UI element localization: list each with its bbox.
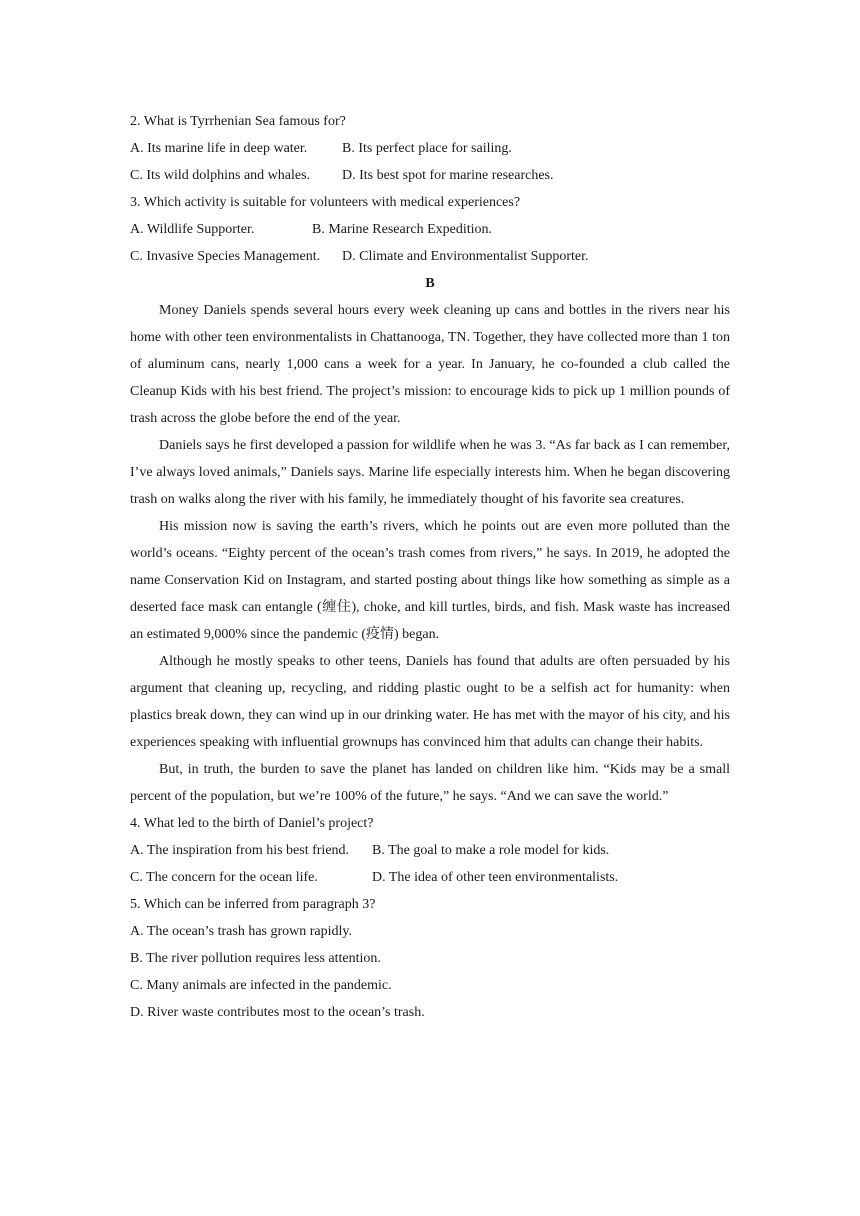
question-4-options-row-2 xyxy=(130,864,730,891)
question-3-option-a: A. Wildlife Supporter. xyxy=(130,222,255,237)
question-2-options-row-2 xyxy=(130,162,730,189)
question-5-option-c: C. Many animals are infected in the pandemic. xyxy=(130,978,392,993)
question-4-option-c: C. The concern for the ocean life. xyxy=(130,870,318,885)
question-3-option-c: C. Invasive Species Management. xyxy=(130,249,321,264)
question-2-option-d: D. Its best spot for marine researches. xyxy=(342,168,554,183)
question-5-option-d: D. River waste contributes most to the ocean’s trash. xyxy=(130,1005,425,1020)
question-2-option-c: C. Its wild dolphins and whales. xyxy=(130,168,311,183)
passage-paragraph-1: Money Daniels spends several hours every week cleaning up cans and bottles in the rivers near his home with other teen environmentalists in Chattanooga, TN. Together, they have collected more than 1 ton of aluminum cans, nearly 1,000 cans a week for a year. In January, he co-founded a club called the Cleanup Kids with his best friend. The project’s mission: to encourage kids to pick up 1 million pounds of trash across the globe before the end of the year. xyxy=(130,303,730,426)
question-2-option-a: A. Its marine life in deep water. xyxy=(130,141,308,156)
question-2-options-row-1 xyxy=(130,135,730,162)
question-5-option-b: B. The river pollution requires less attention. xyxy=(130,951,381,966)
passage-paragraph-4: Although he mostly speaks to other teens, Daniels has found that adults are often persuaded by his argument that cleaning up, recycling, and ridding plastic ought to be a selfish act for humanity: when plastics break down, they can wind up in our drinking water. He has met with the mayor of his city, and his experiences speaking with influential grownups has convinced him that adults can change their habits. xyxy=(130,654,730,750)
question-3-option-d: D. Climate and Environmentalist Supporter. xyxy=(342,249,589,264)
question-4-stem: 4. What led to the birth of Daniel’s project? xyxy=(130,816,374,831)
question-4-option-d: D. The idea of other teen environmentalists. xyxy=(372,870,619,885)
section-b-heading: B xyxy=(425,276,435,291)
passage-paragraph-2: Daniels says he first developed a passion for wildlife when he was 3. “As far back as I can remember, I’ve always loved animals,” Daniels says. Marine life especially interests him. When he began discovering trash on walks along the river with his family, he immediately thought of his favorite sea creatures. xyxy=(130,438,730,507)
question-3-stem: 3. Which activity is suitable for volunteers with medical experiences? xyxy=(130,195,521,210)
question-4-option-b: B. The goal to make a role model for kids. xyxy=(372,843,610,858)
question-3-options-row-2 xyxy=(130,243,730,270)
question-3-options-row-1 xyxy=(130,216,730,243)
question-3-option-b: B. Marine Research Expedition. xyxy=(312,222,493,237)
question-4-option-a: A. The inspiration from his best friend. xyxy=(130,843,350,858)
passage-paragraph-3: His mission now is saving the earth’s rivers, which he points out are even more polluted than the world’s oceans. “Eighty percent of the ocean’s trash comes from rivers,” he says. In 2019, he adopted the name Conservation Kid on Instagram, and started posting about things like how something as simple as a deserted face mask can entangle (缠住), choke, and kill turtles, birds, and fish. Mask waste has increased an estimated 9,000% since the pandemic (疫情) began. xyxy=(130,519,730,642)
question-2-stem: 2. What is Tyrrhenian Sea famous for? xyxy=(130,114,346,129)
question-5-option-a: A. The ocean’s trash has grown rapidly. xyxy=(130,924,352,939)
question-2-option-b: B. Its perfect place for sailing. xyxy=(342,141,512,156)
passage-paragraph-5: But, in truth, the burden to save the planet has landed on children like him. “Kids may be a small percent of the population, but we’re 100% of the future,” he says. “And we can save the world.” xyxy=(130,762,730,804)
question-4-options-row-1 xyxy=(130,837,730,864)
question-5-stem: 5. Which can be inferred from paragraph 3? xyxy=(130,897,376,912)
